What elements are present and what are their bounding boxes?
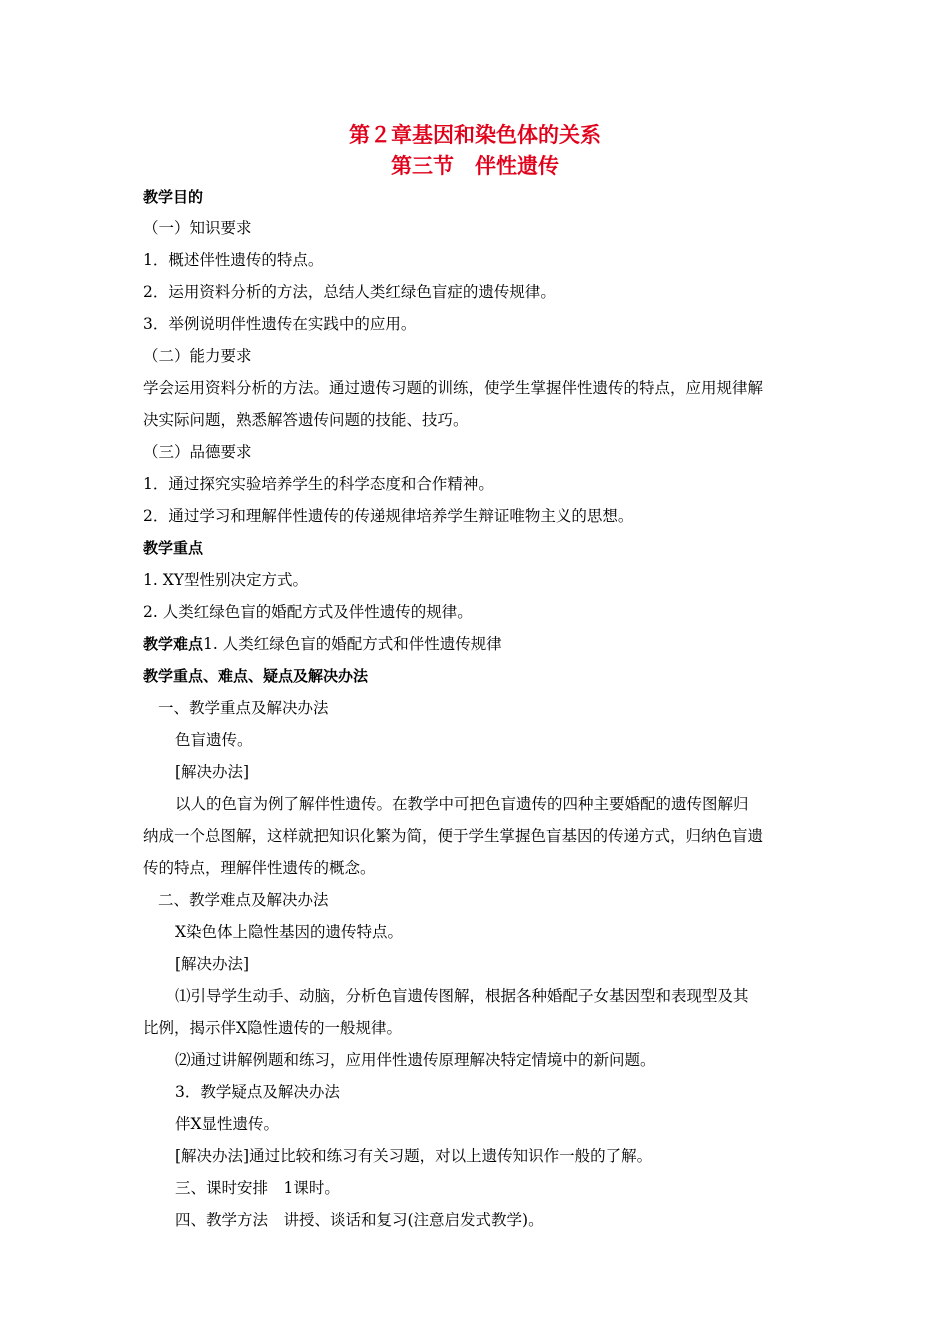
difficulty-line — [143, 634, 502, 654]
part3-solution: [解决办法]通过比较和练习有关习题，对以上遗传知识作一般的了解。 — [175, 1147, 653, 1165]
chapter-title: 第２章基因和染色体的关系 — [349, 123, 601, 147]
knowledge-item: 2．运用资料分析的方法，总结人类红绿色盲症的遗传规律。 — [143, 283, 556, 301]
knowledge-item: 1．概述伴性遗传的特点。 — [143, 251, 324, 269]
part2-heading: 二、教学难点及解决办法 — [158, 891, 329, 909]
knowledge-item: 3．举例说明伴性遗传在实践中的应用。 — [143, 315, 417, 333]
part1-topic: 色盲遗传。 — [175, 731, 253, 749]
part3-heading: 3．教学疑点及解决办法 — [175, 1083, 340, 1101]
moral-item: 1．通过探究实验培养学生的科学态度和合作精神。 — [143, 475, 494, 493]
part1-solution-label: [解决办法] — [175, 763, 250, 781]
methods-line: 四、教学方法 讲授、谈话和复习(注意启发式教学)。 — [175, 1211, 544, 1229]
part2-solution-1: ⑴引导学生动手、动脑，分析色盲遗传图解，根据各种婚配子女基因型和表现型及其 — [175, 987, 749, 1005]
difficulty-text: 1. 人类红绿色盲的婚配方式和伴性遗传规律 — [203, 635, 502, 653]
part2-topic: X染色体上隐性基因的遗传特点。 — [175, 923, 404, 941]
ability-text: 学会运用资料分析的方法。通过遗传习题的训练，使学生掌握伴性遗传的特点，应用规律解 — [143, 379, 764, 397]
part3-topic: 伴X显性遗传。 — [175, 1115, 280, 1133]
moral-heading: （三）品德要求 — [143, 443, 252, 461]
schedule-line: 三、课时安排 1课时。 — [175, 1179, 340, 1197]
key-point: 2. 人类红绿色盲的婚配方式及伴性遗传的规律。 — [143, 603, 473, 621]
key-points-heading: 教学重点 — [143, 539, 204, 557]
ability-text: 决实际问题，熟悉解答遗传问题的技能、技巧。 — [143, 411, 469, 429]
part2-solution-1: 比例，揭示伴X隐性遗传的一般规律。 — [143, 1019, 403, 1037]
part1-solution-text: 传的特点，理解伴性遗传的概念。 — [143, 859, 376, 877]
solutions-heading: 教学重点、难点、疑点及解决办法 — [143, 667, 369, 685]
part1-heading: 一、教学重点及解决办法 — [158, 699, 329, 717]
part1-solution-text: 以人的色盲为例了解伴性遗传。在教学中可把色盲遗传的四种主要婚配的遗传图解归 — [175, 795, 749, 813]
section-title: 第三节 伴性遗传 — [391, 154, 559, 178]
moral-item: 2．通过学习和理解伴性遗传的传递规律培养学生辩证唯物主义的思想。 — [143, 507, 634, 525]
part1-solution-text: 纳成一个总图解，这样就把知识化繁为简，便于学生掌握色盲基因的传递方式，归纳色盲遗 — [143, 827, 764, 845]
part2-solution-label: [解决办法] — [175, 955, 250, 973]
ability-heading: （二）能力要求 — [143, 347, 252, 365]
difficulty-label: 教学难点 — [143, 635, 204, 653]
knowledge-heading: （一）知识要求 — [143, 219, 252, 237]
objectives-heading: 教学目的 — [143, 188, 204, 206]
key-point: 1. XY型性别决定方式。 — [143, 571, 308, 589]
part2-solution-2: ⑵通过讲解例题和练习，应用伴性遗传原理解决特定情境中的新问题。 — [175, 1051, 656, 1069]
